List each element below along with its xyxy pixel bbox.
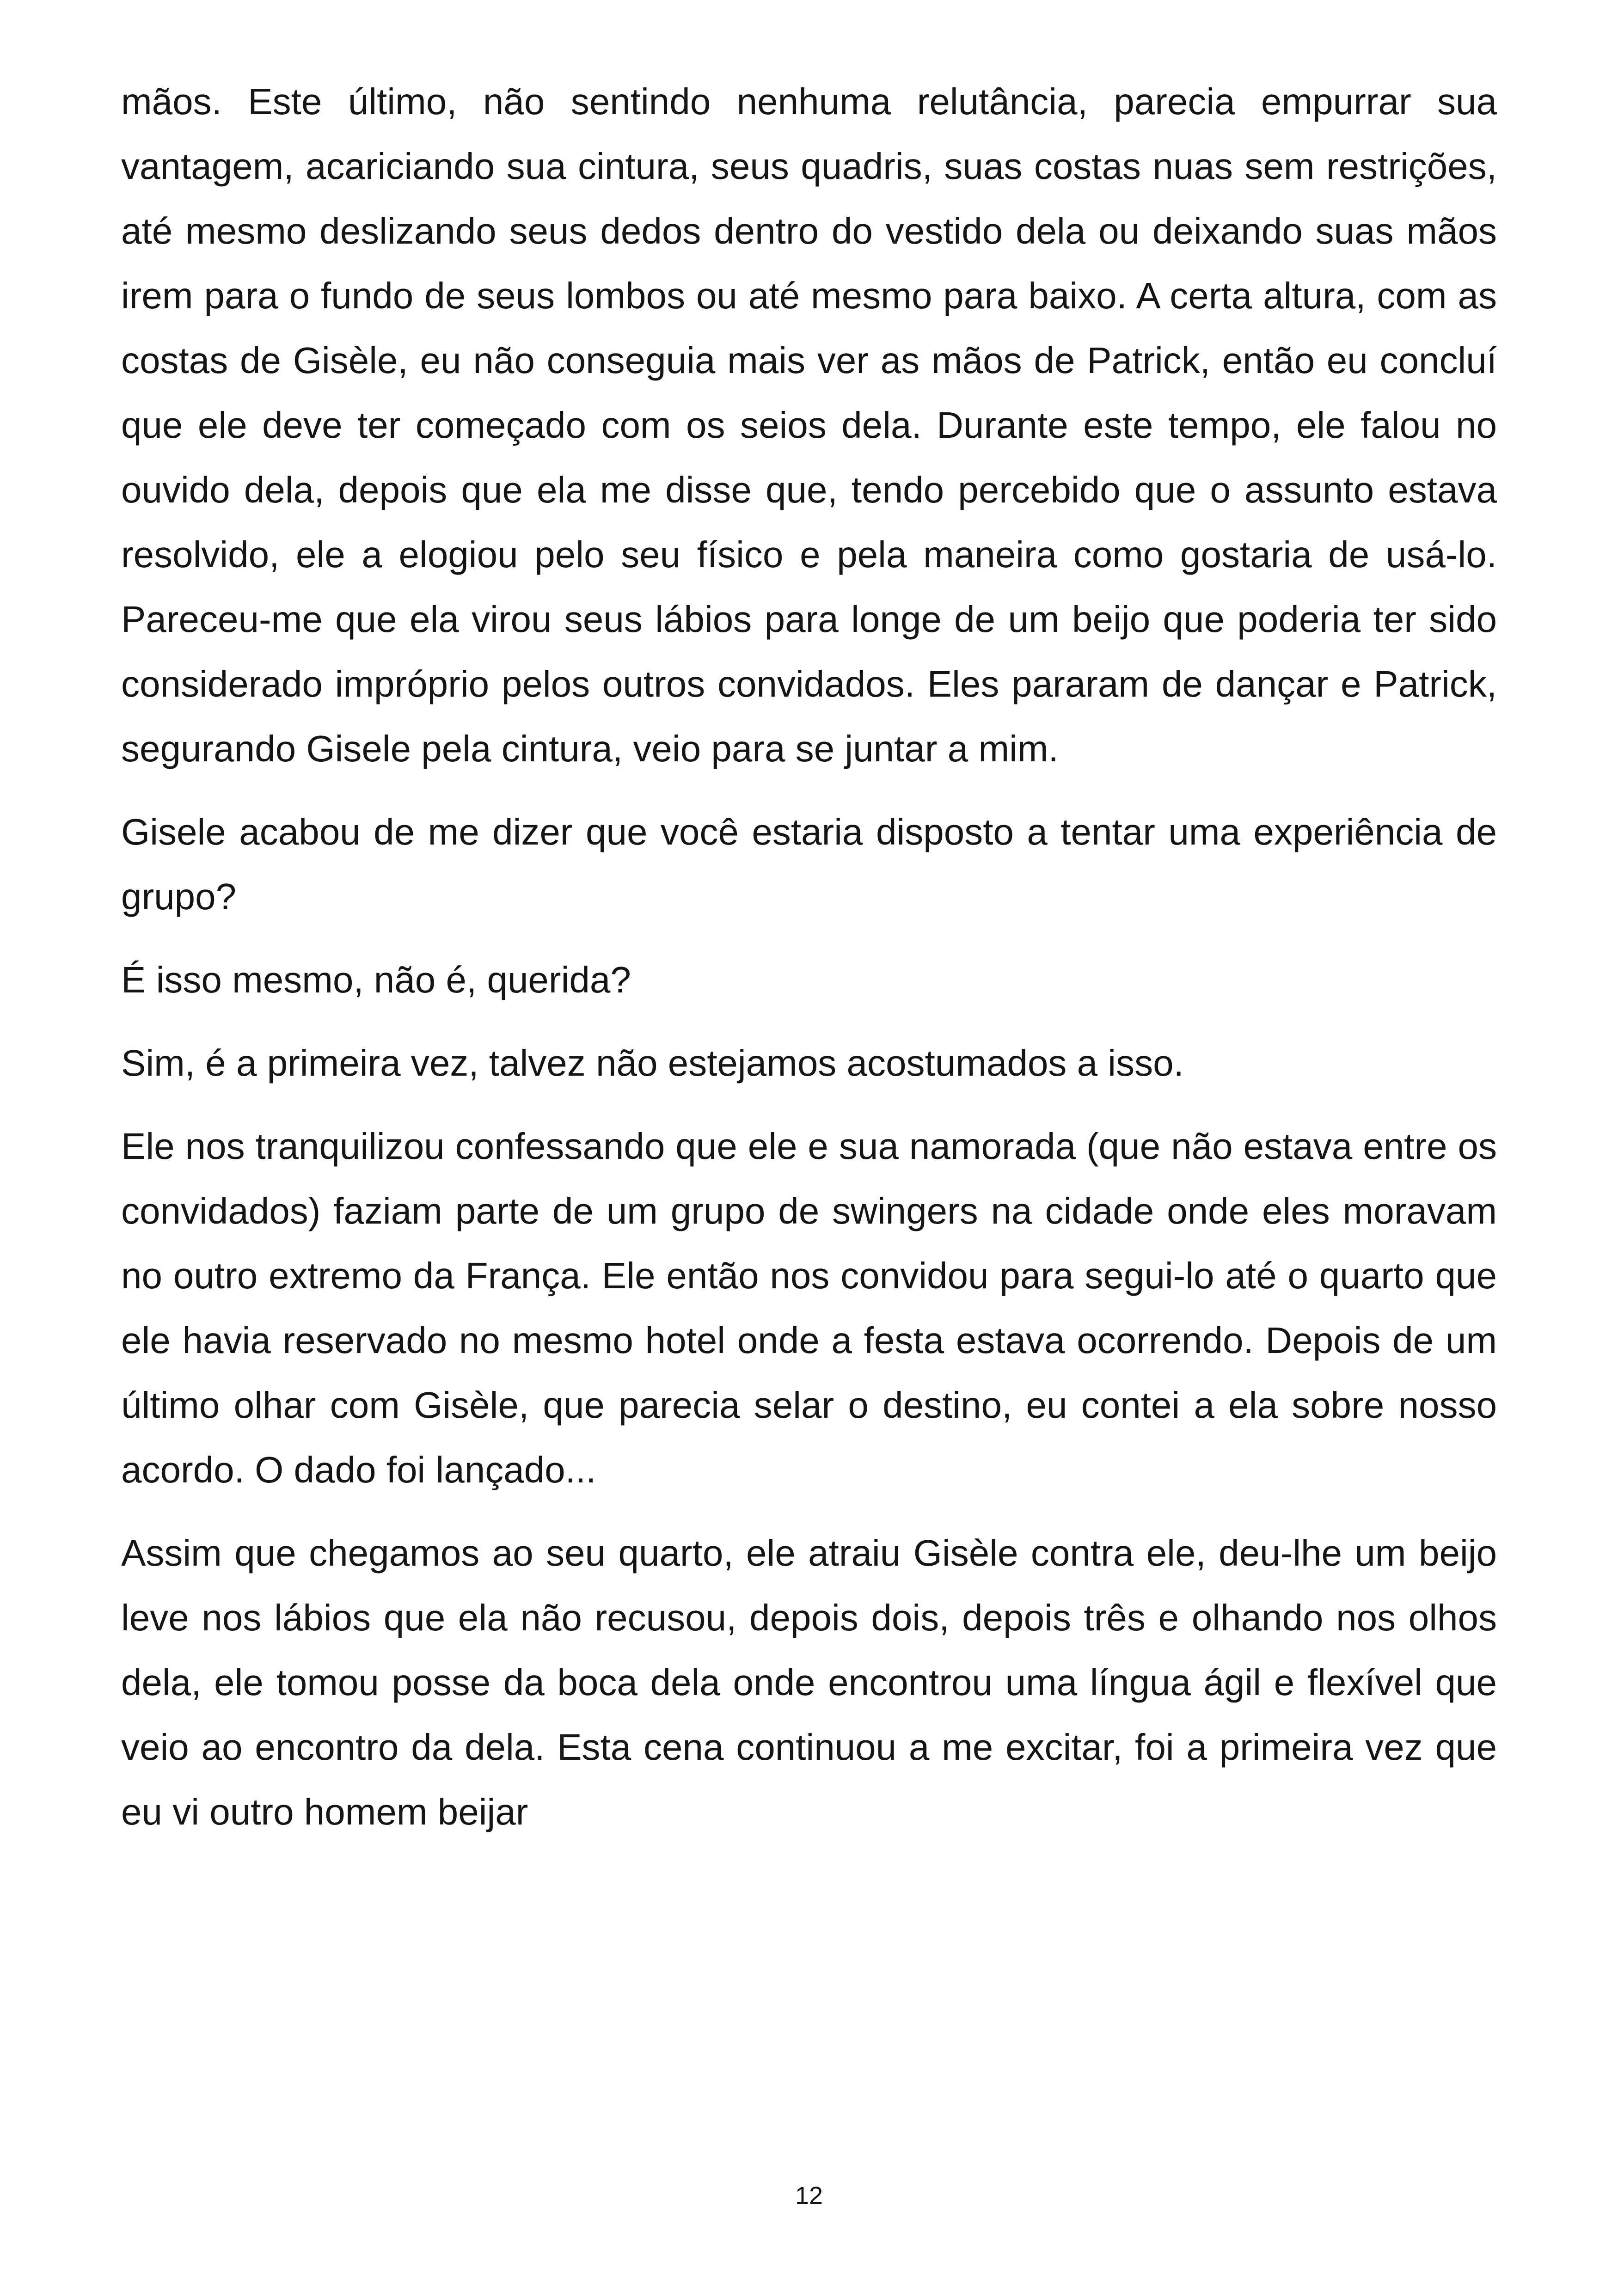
body-text bbox=[121, 69, 1497, 1863]
page-number: 12 bbox=[795, 2182, 823, 2210]
paragraph-1: mãos. Este último, não sentindo nenhuma relutância, parecia empurrar sua vantagem, acariciando sua cintura, seus quadris, suas costas nuas sem restrições, até mesmo deslizando seus dedos dentro do vestido dela ou deixando suas mãos irem para o fundo de seus lombos ou até mesmo para baixo. A certa altura, com as costas de Gisèle, eu não conseguia mais ver as mãos de Patrick, então eu concluí que ele deve ter começado com os seios dela. Durante este tempo, ele falou no ouvido dela, depois que ela me disse que, tendo percebido que o assunto estava resolvido, ele a elogiou pelo seu físico e pela maneira como gostaria de usá-lo. Pareceu-me que ela virou seus lábios para longe de um beijo que poderia ter sido considerado impróprio pelos outros convidados. Eles pararam de dançar e Patrick, segurando Gisele pela cintura, veio para se juntar a mim. bbox=[121, 81, 1497, 769]
paragraph-5: Ele nos tranquilizou confessando que ele e sua namorada (que não estava entre os convidados) faziam parte de um grupo de swingers na cidade onde eles moravam no outro extremo da França. Ele então nos convidou para segui-lo até o quarto que ele havia reservado no mesmo hotel onde a festa estava ocorrendo. Depois de um último olhar com Gisèle, que parecia selar o destino, eu contei a ela sobre nosso acordo. O dado foi lançado... bbox=[121, 1126, 1497, 1490]
paragraph-2: Gisele acabou de me dizer que você estaria disposto a tentar uma experiência de grupo? bbox=[121, 811, 1497, 917]
paragraph-6: Assim que chegamos ao seu quarto, ele atraiu Gisèle contra ele, deu-lhe um beijo leve nos lábios que ela não recusou, depois dois, depois três e olhando nos olhos dela, ele tomou posse da boca dela onde encontrou uma língua ágil e flexível que veio ao encontro da dela. Esta cena continuou a me excitar, foi a primeira vez que eu vi outro homem beijar bbox=[121, 1532, 1497, 1832]
paragraph-4: Sim, é a primeira vez, talvez não estejamos acostumados a isso. bbox=[121, 1042, 1184, 1084]
paragraph-3: É isso mesmo, não é, querida? bbox=[121, 959, 631, 1000]
